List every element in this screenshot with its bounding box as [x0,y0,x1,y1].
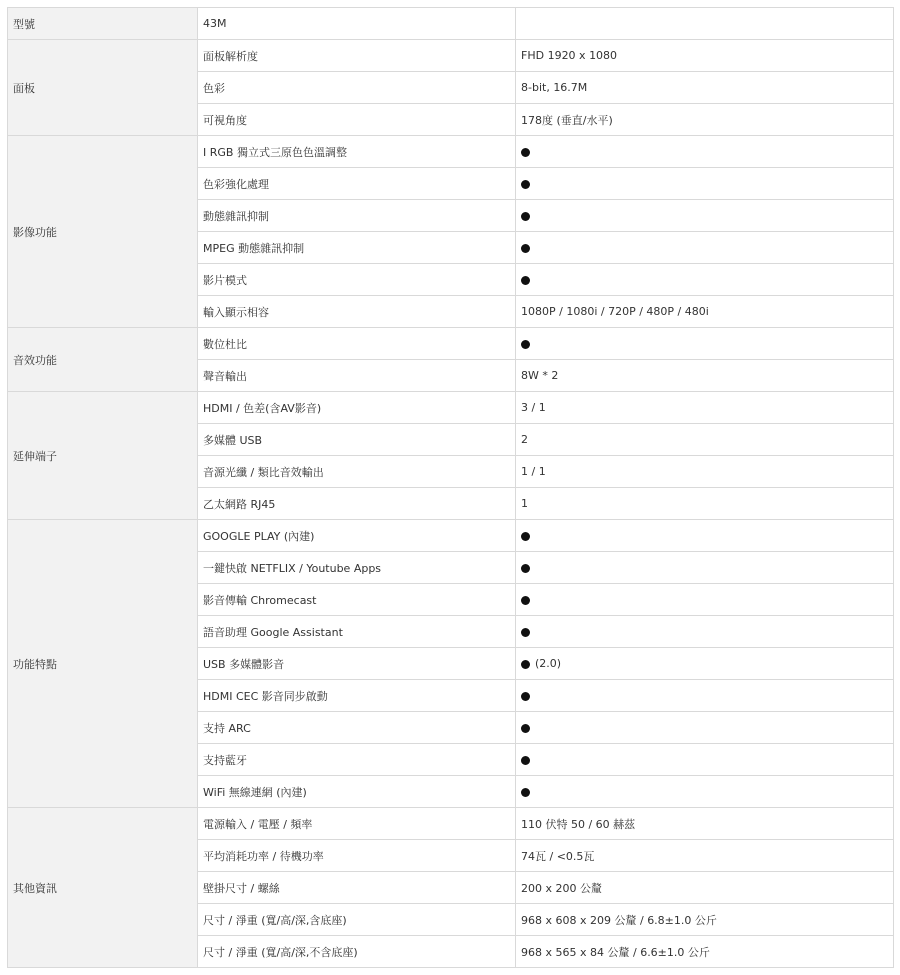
value-cell: 1 / 1 [516,456,894,488]
value-cell: 1 [516,488,894,520]
feature-cell: 動態雜訊抑制 [198,200,516,232]
feature-cell: 語音助理 Google Assistant [198,616,516,648]
feature-cell: 音源光纖 / 類比音效輸出 [198,456,516,488]
feature-cell: USB 多媒體影音 [198,648,516,680]
feature-cell: HDMI CEC 影音同步啟動 [198,680,516,712]
feature-cell: 一鍵快啟 NETFLIX / Youtube Apps [198,552,516,584]
spec-table [7,7,894,968]
feature-cell: 壁掛尺寸 / 螺絲 [198,872,516,904]
value-cell [516,264,894,296]
supported-dot-icon [521,660,530,669]
value-cell: 1080P / 1080i / 720P / 480P / 480i [516,296,894,328]
value-cell [516,168,894,200]
supported-dot-icon [521,628,530,637]
feature-cell: 影片模式 [198,264,516,296]
feature-cell: 色彩 [198,72,516,104]
value-cell [516,680,894,712]
value-cell [516,648,894,680]
supported-dot-icon [521,596,530,605]
feature-cell: 尺寸 / 淨重 (寬/高/深,含底座) [198,904,516,936]
table-row [8,520,894,552]
value-cell: 110 伏特 50 / 60 赫茲 [516,808,894,840]
table-row [8,392,894,424]
value-cell [516,584,894,616]
feature-cell: 輸入顯示相容 [198,296,516,328]
supported-dot-icon [521,180,530,189]
feature-cell: 色彩強化處理 [198,168,516,200]
table-row-model [8,8,894,40]
value-cell: 8W * 2 [516,360,894,392]
supported-dot-icon [521,724,530,733]
feature-cell: 可視角度 [198,104,516,136]
value-cell: 2 [516,424,894,456]
supported-dot-icon [521,340,530,349]
feature-cell: I RGB 獨立式三原色色溫調整 [198,136,516,168]
supported-dot-icon [521,244,530,253]
feature-cell: GOOGLE PLAY (內建) [198,520,516,552]
supported-dot-icon [521,756,530,765]
category-cell: 音效功能 [8,328,198,392]
feature-cell: 支持 ARC [198,712,516,744]
feature-cell: 尺寸 / 淨重 (寬/高/深,不含底座) [198,936,516,968]
supported-dot-icon [521,692,530,701]
model-label: 型號 [8,8,198,40]
category-cell: 延伸端子 [8,392,198,520]
value-cell [516,328,894,360]
supported-dot-icon [521,276,530,285]
value-cell: 8-bit, 16.7M [516,72,894,104]
value-note: (2.0) [535,657,562,670]
supported-dot-icon [521,148,530,157]
value-cell: 200 x 200 公釐 [516,872,894,904]
table-row [8,40,894,72]
table-row [8,328,894,360]
value-cell [516,520,894,552]
table-row [8,136,894,168]
feature-cell: 數位杜比 [198,328,516,360]
value-cell [516,200,894,232]
supported-dot-icon [521,788,530,797]
feature-cell: 面板解析度 [198,40,516,72]
value-cell: 3 / 1 [516,392,894,424]
feature-cell: 聲音輸出 [198,360,516,392]
value-cell [516,552,894,584]
feature-cell: HDMI / 色差(含AV影音) [198,392,516,424]
value-cell: 74瓦 / <0.5瓦 [516,840,894,872]
category-cell: 其他資訊 [8,808,198,968]
value-cell [516,616,894,648]
feature-cell: 影音傳輸 Chromecast [198,584,516,616]
value-cell: FHD 1920 x 1080 [516,40,894,72]
feature-cell: 乙太網路 RJ45 [198,488,516,520]
feature-cell: 平均消耗功率 / 待機功率 [198,840,516,872]
table-row [8,808,894,840]
supported-dot-icon [521,532,530,541]
value-cell [516,776,894,808]
feature-cell: WiFi 無線連網 (內建) [198,776,516,808]
category-cell: 面板 [8,40,198,136]
category-cell: 影像功能 [8,136,198,328]
category-cell: 功能特點 [8,520,198,808]
feature-cell: 電源輸入 / 電壓 / 頻率 [198,808,516,840]
feature-cell: 支持藍牙 [198,744,516,776]
value-cell: 178度 (垂直/水平) [516,104,894,136]
value-cell [516,136,894,168]
feature-cell: 多媒體 USB [198,424,516,456]
value-cell [516,232,894,264]
feature-cell: MPEG 動態雜訊抑制 [198,232,516,264]
model-extra [516,8,894,40]
supported-dot-icon [521,212,530,221]
model-value: 43M [198,8,516,40]
value-cell [516,712,894,744]
value-cell: 968 x 565 x 84 公釐 / 6.6±1.0 公斤 [516,936,894,968]
spec-table-body [8,8,894,968]
value-cell [516,744,894,776]
value-cell: 968 x 608 x 209 公釐 / 6.8±1.0 公斤 [516,904,894,936]
supported-dot-icon [521,564,530,573]
